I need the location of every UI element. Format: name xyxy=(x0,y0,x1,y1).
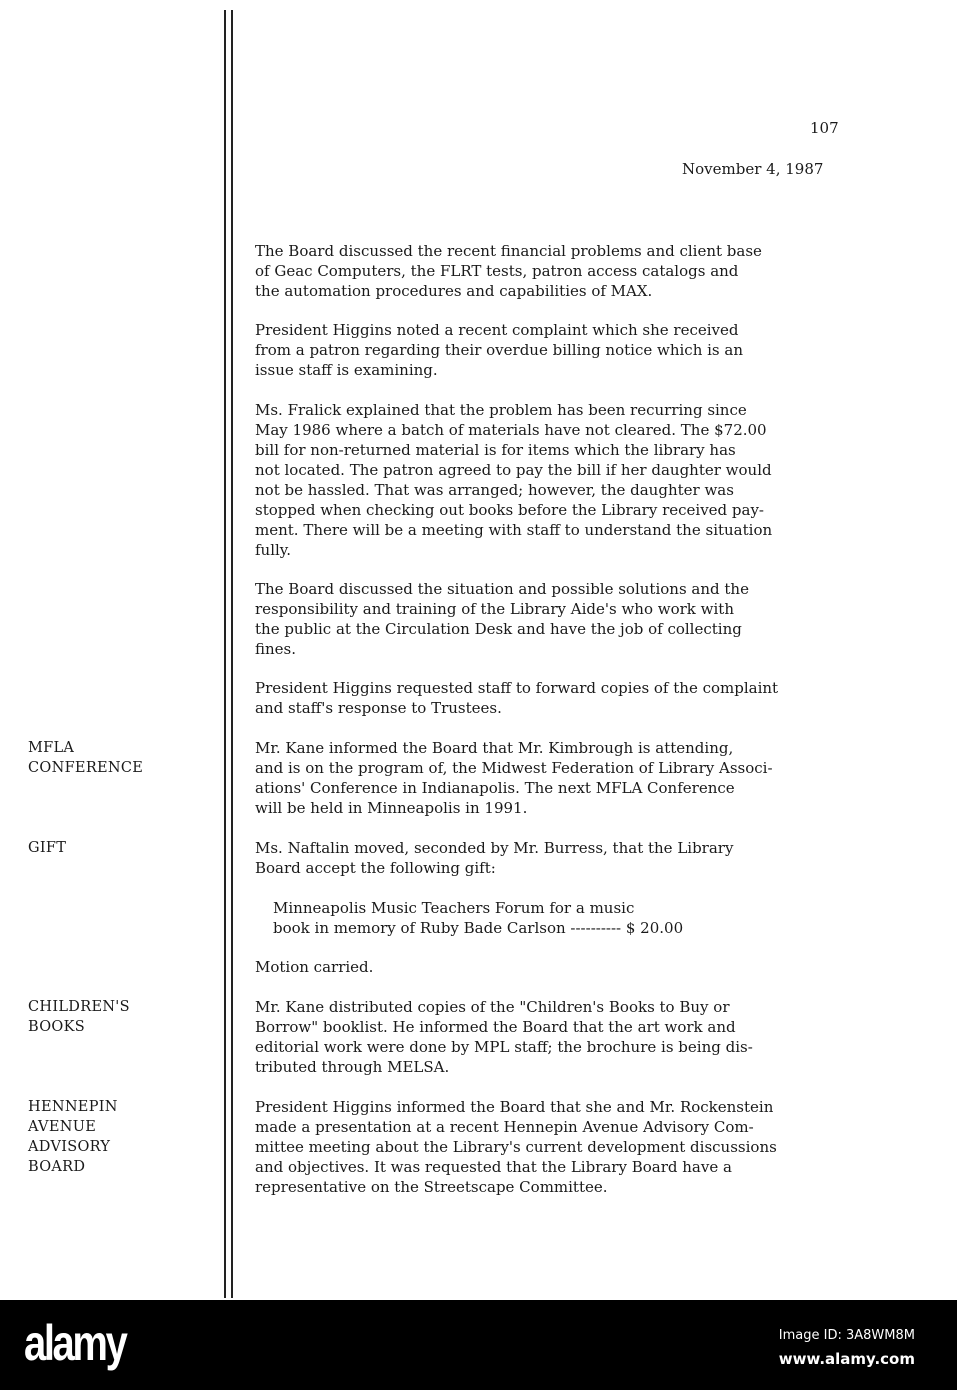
image-id: Image ID: 3A8WM8M xyxy=(778,1328,915,1343)
paragraph-geac xyxy=(255,241,762,301)
paragraph-situation xyxy=(255,579,749,659)
text-line: from a patron regarding their overdue billing notice which is an xyxy=(255,341,743,359)
text-line: The Board discussed the situation and possible solutions and the xyxy=(255,580,749,598)
text-line: stopped when checking out books before the Library received pay- xyxy=(255,501,765,519)
margin-label-childrens-books xyxy=(28,997,130,1037)
paragraph-childrens-books xyxy=(255,997,753,1077)
text-line: Motion carried. xyxy=(255,958,374,976)
margin-label-mfla xyxy=(28,738,143,778)
text-line: responsibility and training of the Library Aide's who work with xyxy=(255,600,734,618)
text-line: Ms. Naftalin moved, seconded by Mr. Burress, that the Library xyxy=(255,839,734,857)
paragraph-hennepin xyxy=(255,1097,777,1197)
text-line: will be held in Minneapolis in 1991. xyxy=(255,799,528,817)
text-line: and staff's response to Trustees. xyxy=(255,699,502,717)
text-line: BOOKS xyxy=(28,1019,85,1035)
paragraph-gift xyxy=(255,838,733,878)
text-line: CONFERENCE xyxy=(28,760,144,776)
text-line: of Geac Computers, the FLRT tests, patron access catalogs and xyxy=(255,262,739,280)
text-line: not be hassled. That was arranged; however, the daughter was xyxy=(255,481,734,499)
text-line: bill for non-returned material is for items which the library has xyxy=(255,441,736,459)
page-number: 107 xyxy=(810,119,839,137)
text-line: representative on the Streetscape Committee. xyxy=(255,1178,608,1196)
text-line: tributed through MELSA. xyxy=(255,1058,450,1076)
text-line: made a presentation at a recent Hennepin Avenue Advisory Com- xyxy=(255,1118,754,1136)
text-line: HENNEPIN xyxy=(28,1099,118,1115)
paragraph-complaint xyxy=(255,320,743,380)
text-line: and is on the program of, the Midwest Federation of Library Associ- xyxy=(255,759,773,777)
margin-label-gift xyxy=(28,838,66,858)
text-line: ations' Conference in Indianapolis. The next MFLA Conference xyxy=(255,779,735,797)
text-line: fully. xyxy=(255,541,292,559)
text-line: AVENUE xyxy=(28,1119,97,1135)
text-line: CHILDREN'S xyxy=(28,999,130,1015)
text-line: book in memory of Ruby Bade Carlson ---------- $ 20.00 xyxy=(273,919,684,937)
text-line: Mr. Kane informed the Board that Mr. Kimbrough is attending, xyxy=(255,739,734,757)
text-line: GIFT xyxy=(28,840,67,856)
alamy-logo: alamy xyxy=(24,1315,126,1371)
gift-item xyxy=(273,898,683,938)
text-line: mittee meeting about the Library's current development discussions xyxy=(255,1138,777,1156)
text-line: MFLA xyxy=(28,740,75,756)
text-line: editorial work were done by MPL staff; the brochure is being dis- xyxy=(255,1038,753,1056)
site-url: www.alamy.com xyxy=(778,1350,915,1368)
text-line: BOARD xyxy=(28,1159,86,1175)
text-line: Mr. Kane distributed copies of the "Children's Books to Buy or xyxy=(255,998,730,1016)
margin-rule-right xyxy=(231,10,233,1298)
text-line: ment. There will be a meeting with staff to understand the situation xyxy=(255,521,773,539)
text-line: the public at the Circulation Desk and have the job of collecting xyxy=(255,620,742,638)
text-line: ADVISORY xyxy=(28,1139,111,1155)
document-date: November 4, 1987 xyxy=(682,160,824,178)
margin-rule-left xyxy=(224,10,226,1298)
margin-label-hennepin xyxy=(28,1097,118,1177)
text-line: fines. xyxy=(255,640,297,658)
paragraph-mfla xyxy=(255,738,773,818)
text-line: and objectives. It was requested that the Library Board have a xyxy=(255,1158,732,1176)
text-line: the automation procedures and capabilities of MAX. xyxy=(255,282,653,300)
text-line: The Board discussed the recent financial problems and client base xyxy=(255,242,762,260)
text-line: Minneapolis Music Teachers Forum for a music xyxy=(273,899,635,917)
text-line: President Higgins noted a recent complaint which she received xyxy=(255,321,739,339)
paragraph-fralick xyxy=(255,400,772,560)
text-line: Ms. Fralick explained that the problem has been recurring since xyxy=(255,401,747,419)
text-line: President Higgins requested staff to forward copies of the complaint xyxy=(255,679,779,697)
text-line: not located. The patron agreed to pay the bill if her daughter would xyxy=(255,461,772,479)
watermark-bar xyxy=(0,1300,957,1390)
motion-carried xyxy=(255,957,373,977)
paragraph-copies xyxy=(255,678,778,718)
text-line: May 1986 where a batch of materials have not cleared. The $72.00 xyxy=(255,421,767,439)
text-line: Borrow" booklist. He informed the Board that the art work and xyxy=(255,1018,736,1036)
text-line: issue staff is examining. xyxy=(255,361,438,379)
text-line: Board accept the following gift: xyxy=(255,859,496,877)
text-line: President Higgins informed the Board that she and Mr. Rockenstein xyxy=(255,1098,774,1116)
